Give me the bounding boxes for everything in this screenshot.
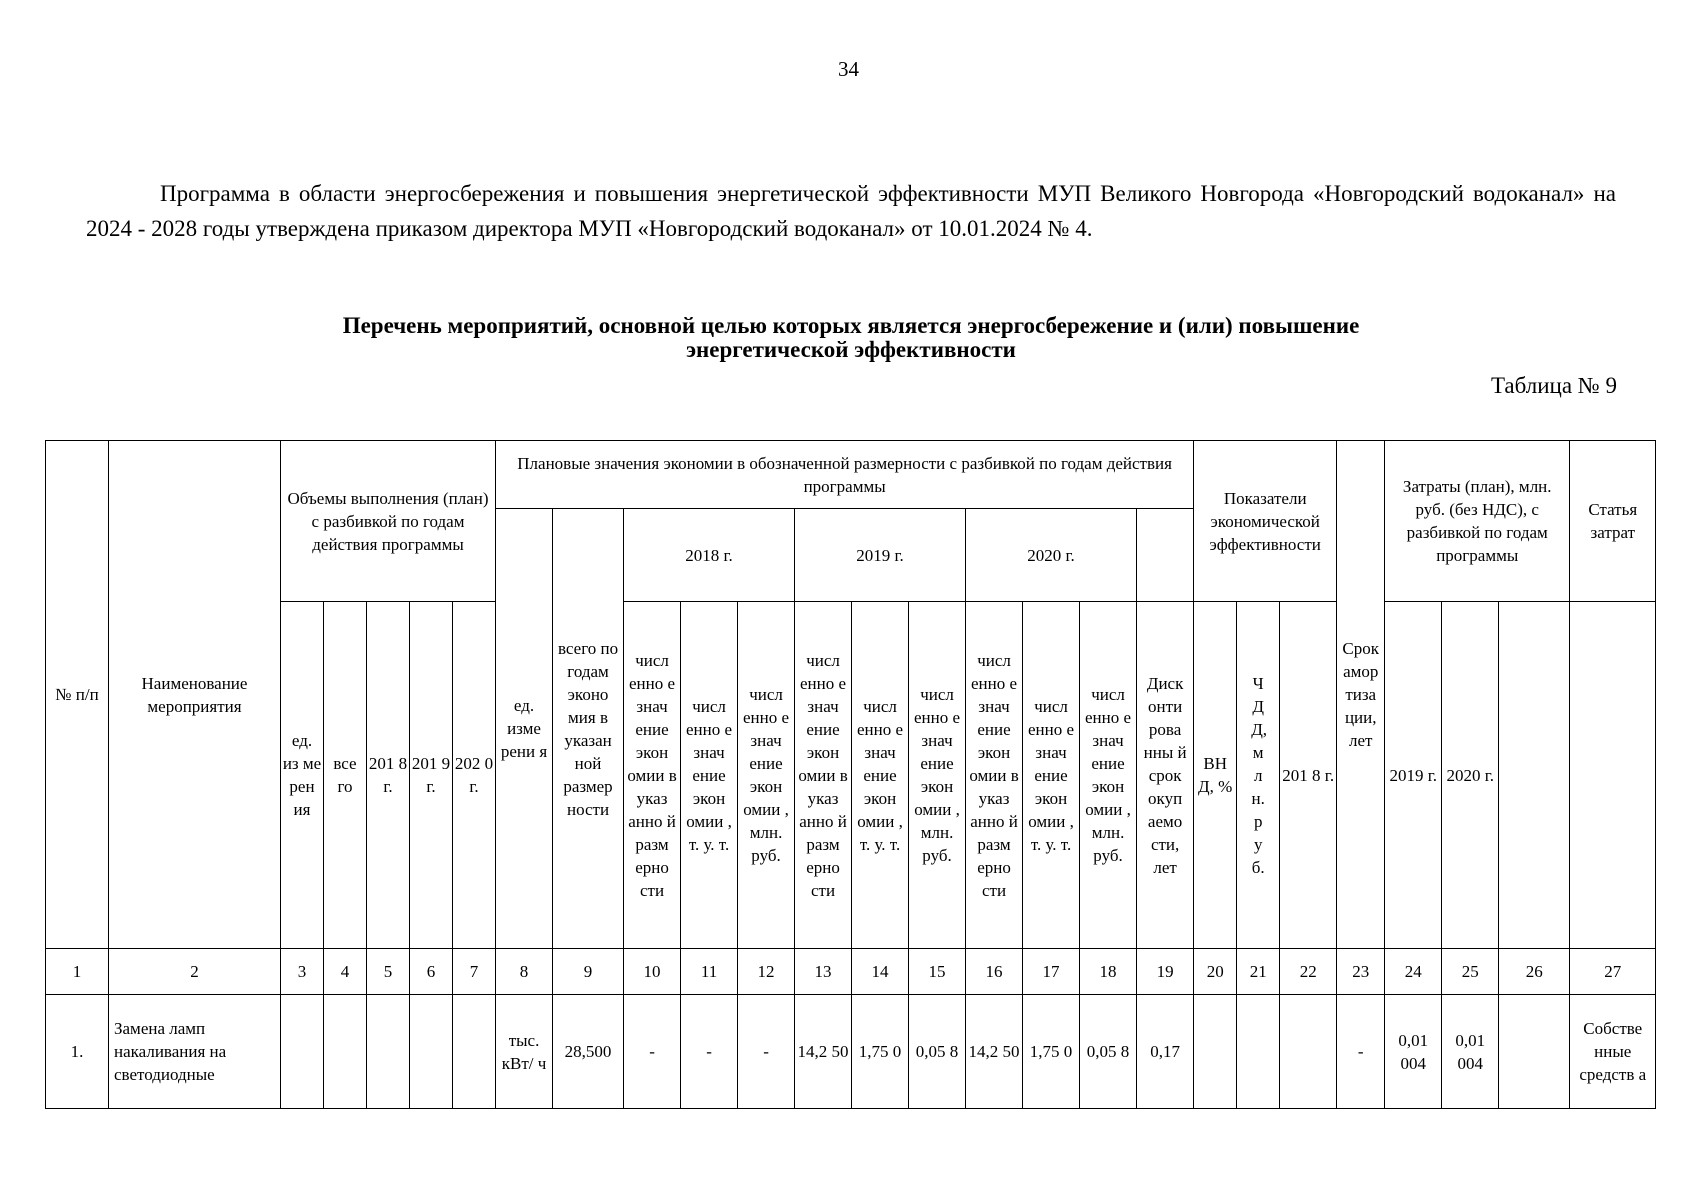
header-2020-tut: числ енно е знач ение экон омии , т. у. т. [1023,602,1080,949]
cell-save-total: 28,500 [553,995,624,1109]
col-number: 14 [852,949,909,995]
header-econ-indicators-group: Показатели экономической эффективности [1194,441,1337,602]
heading-line-2: энергетической эффективности [686,337,1016,362]
header-vol-2019: 201 9 г. [410,602,453,949]
col-number: 25 [1442,949,1499,995]
cell-vol-total [324,995,367,1109]
cell-cost-2020: 0,01 004 [1442,995,1499,1109]
header-row-3 [46,602,1656,949]
cell-2020-tut: 1,75 0 [1023,995,1080,1109]
header-cost-item: Статья затрат [1570,441,1656,602]
header-2018-rub: числ енно е знач ение экон омии , млн. руб. [738,602,795,949]
intro-paragraph: Программа в области энергосбережения и повышения энергетической эффективности МУП Великого Новгорода «Новгородский водоканал» на 2024 - 2028 годы утверждена приказом директора МУП «Новгородский водоканал» от 10.01.2024 № 4. [86,181,1616,241]
col-number: 19 [1137,949,1194,995]
table-heading [86,314,1616,362]
cell-vol-2019 [410,995,453,1109]
cell-amortization [1280,995,1337,1109]
col-number: 27 [1570,949,1656,995]
col-number: 13 [795,949,852,995]
col-number: 7 [453,949,496,995]
cell-vol-2018 [367,995,410,1109]
header-year-2019: 2019 г. [795,509,966,602]
header-2018-dim: числ енно е знач ение экон омии в указ анно й разм ерно сти [624,602,681,949]
cell-npv [1237,995,1280,1109]
cell-save-unit: тыс. кВт/ ч [496,995,553,1109]
col-number: 18 [1080,949,1137,995]
col-number: 21 [1237,949,1280,995]
col-number: 9 [553,949,624,995]
cell-cost-2019: 0,01 004 [1385,995,1442,1109]
header-volumes-group: Объемы выполнения (план) с разбивкой по годам действия программы [281,441,496,602]
header-planned-savings-group: Плановые значения экономии в обозначенной размерности с разбивкой по годам действия программы [496,441,1194,509]
col-number: 6 [410,949,453,995]
header-cost-2018: 201 8 г. [1280,602,1337,949]
cell-cost-2018: - [1337,995,1385,1109]
header-name: Наименование мероприятия [109,441,281,949]
cell-2019-tut: 1,75 0 [852,995,909,1109]
header-row-1 [46,441,1656,509]
cell-2018-rub: - [738,995,795,1109]
header-year-2018: 2018 г. [624,509,795,602]
table-caption: Таблица № 9 [1490,373,1617,398]
cell-2018-dim: - [624,995,681,1109]
col-number: 11 [681,949,738,995]
col-number: 3 [281,949,324,995]
col-number: 8 [496,949,553,995]
header-vol-2020: 202 0 г. [453,602,496,949]
col-number: 4 [324,949,367,995]
cell-funding-source: Собстве нные средств а [1570,995,1656,1109]
measures-table [45,440,1656,1109]
column-number-row [46,949,1656,995]
header-save-unit: ед. изме рени я [496,509,553,949]
cell-cost-item [1499,995,1570,1109]
header-2019-rub: числ енно е знач ение экон омии , млн. руб. [909,602,966,949]
header-payback: Диск онти рова нны й срок окуп аемо сти, лет [1137,602,1194,949]
cell-irr [1194,995,1237,1109]
page-number: 34 [838,57,859,81]
header-num: № п/п [46,441,109,949]
col-number: 16 [966,949,1023,995]
cell-2020-dim: 14,2 50 [966,995,1023,1109]
col-number: 26 [1499,949,1570,995]
header-npv [1237,602,1280,949]
header-2019-dim: числ енно е знач ение экон омии в указ анно й разм ерно сти [795,602,852,949]
header-2019-tut: числ енно е знач ение экон омии , т. у. т. [852,602,909,949]
col-number: 20 [1194,949,1237,995]
col-number: 24 [1385,949,1442,995]
table-row [46,995,1656,1109]
header-irr: ВН Д, % [1194,602,1237,949]
col-number: 17 [1023,949,1080,995]
header-costs-group: Затраты (план), млн. руб. (без НДС), с разбивкой по годам программы [1385,441,1570,602]
cell-payback: 0,17 [1137,995,1194,1109]
header-cost-2019: 2019 г. [1385,602,1442,949]
header-cost-2020: 2020 г. [1442,602,1499,949]
header-vol-unit: ед. из ме рен ия [281,602,324,949]
col-number: 23 [1337,949,1385,995]
cell-2019-dim: 14,2 50 [795,995,852,1109]
cell-2018-tut: - [681,995,738,1109]
header-amortization: Срок амор тиза ции, лет [1337,441,1385,949]
col-number: 5 [367,949,410,995]
header-cost-item-empty [1499,602,1570,949]
header-vol-2018: 201 8 г. [367,602,410,949]
col-number: 22 [1280,949,1337,995]
cell-num: 1. [46,995,109,1109]
cell-vol-unit [281,995,324,1109]
cell-vol-2020 [453,995,496,1109]
header-npv-text: ЧДД,млн.руб. [1251,673,1268,877]
header-year-2020: 2020 г. [966,509,1137,602]
cell-2020-rub: 0,05 8 [1080,995,1137,1109]
header-2020-dim: числ енно е знач ение экон омии в указ анно й разм ерно сти [966,602,1023,949]
cell-name: Замена ламп накаливания на светодиодные [109,995,281,1109]
cell-2019-rub: 0,05 8 [909,995,966,1109]
col-number: 1 [46,949,109,995]
header-vol-total: все го [324,602,367,949]
col-number: 10 [624,949,681,995]
heading-line-1: Перечень мероприятий, основной целью которых является энергосбережение и (или) повышение [342,313,1360,338]
col-number: 2 [109,949,281,995]
header-2020-rub: числ енно е знач ение экон омии , млн. руб. [1080,602,1137,949]
col-number: 15 [909,949,966,995]
header-funding-empty [1570,602,1656,949]
col-number: 12 [738,949,795,995]
header-2018-tut: числ енно е знач ение экон омии , т. у. т. [681,602,738,949]
header-save-total: всего по годам эконо мия в указан ной размер ности [553,509,624,949]
